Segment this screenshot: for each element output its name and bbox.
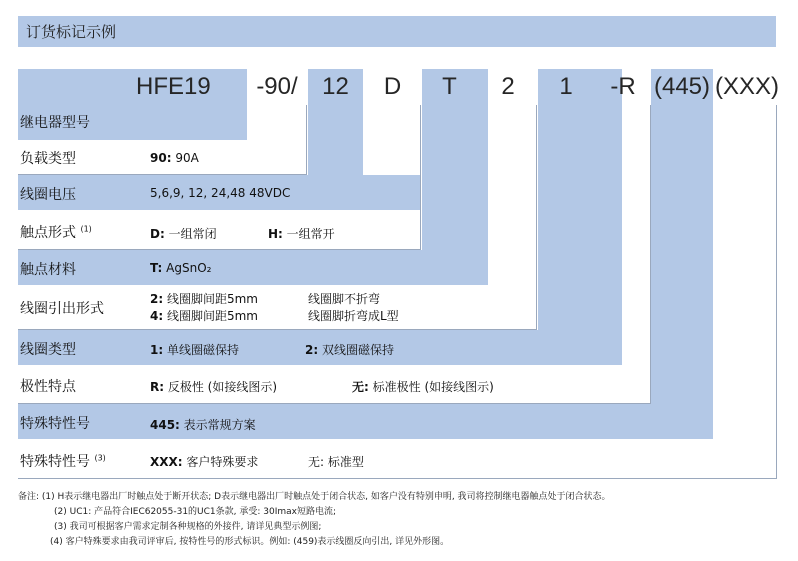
value-text: 反极性 (如接线图示) — [164, 380, 278, 394]
row-label-coil-lead: 线圈引出形式 — [20, 301, 104, 317]
coil-type-option-2 — [305, 341, 394, 358]
row-label-coil-type: 线圈类型 — [20, 342, 76, 358]
value-key: D: — [150, 227, 165, 241]
customer-connector — [776, 105, 777, 479]
row-label-customer — [20, 451, 106, 471]
polarity-option-standard — [352, 378, 494, 395]
coil-lead-row-rule — [18, 329, 536, 330]
coil-lead-option-2 — [150, 290, 258, 307]
value-key: R: — [150, 380, 165, 394]
row-label-contact-form — [20, 222, 92, 242]
polarity-row-rule — [18, 403, 650, 404]
contact-form-row-rule — [18, 249, 420, 250]
value-key: 无: — [352, 380, 369, 394]
value-text: AgSnO₂ — [162, 261, 212, 275]
value-key: T: — [150, 261, 163, 275]
special-feature-row-bg — [18, 404, 713, 439]
code-segment-contact-material: T — [442, 73, 457, 100]
coil-type-option-1 — [150, 341, 239, 358]
row-label-contact-material: 触点材料 — [20, 262, 76, 278]
customer-option-xxx — [150, 453, 258, 470]
row-label-load: 负载类型 — [20, 151, 76, 167]
row-label-voltage: 线圈电压 — [20, 187, 76, 203]
value-text: 线圈脚间距5mm — [163, 292, 258, 306]
value-text: 一组常闭 — [164, 227, 217, 241]
load-row-connector — [306, 105, 307, 175]
code-segment-contact-form: D — [383, 73, 402, 100]
value-key: 4: — [150, 309, 164, 323]
code-segment-polarity: -R — [610, 73, 636, 100]
value-key: 445: — [150, 418, 180, 432]
coil-type-code-bg — [538, 69, 622, 365]
special-feature-code-bg — [651, 69, 713, 439]
row-label-text: 特殊特性号 — [20, 454, 90, 470]
value-text: 双线圈磁保持 — [318, 343, 394, 357]
value-text: 客户特殊要求 — [182, 455, 259, 469]
coil-lead-option-2-desc: 线圈脚不折弯 — [308, 292, 381, 306]
value-text: 一组常开 — [282, 227, 335, 241]
code-segment-load: -90/ — [256, 73, 298, 100]
section-header — [18, 16, 776, 47]
row-label-model: 继电器型号 — [20, 115, 90, 131]
contact-form-option-d — [150, 225, 217, 242]
contact-material-row-bg — [18, 250, 488, 285]
coil-lead-option-4-desc: 线圈脚折弯成L型 — [308, 309, 399, 323]
voltage-value: 5,6,9, 12, 24,48 48VDC — [150, 186, 291, 200]
code-segment-coil-type: 1 — [559, 73, 573, 100]
contact-form-option-h — [268, 225, 335, 242]
row-label-special: 特殊特性号 — [20, 416, 90, 432]
value-text: 单线圈磁保持 — [163, 343, 239, 357]
code-segment-customer: (XXX) — [715, 73, 780, 100]
value-text: 线圈脚间距5mm — [163, 309, 258, 323]
customer-row-rule — [18, 478, 776, 479]
note-3: (3) 我司可根据客户需求定制各种规格的外接件, 请详见典型示例图; — [54, 522, 322, 532]
row-label-polarity: 极性特点 — [20, 379, 76, 395]
value-text: 标准极性 (如接线图示) — [368, 380, 494, 394]
contact-form-connector — [420, 105, 421, 250]
code-segment-model: HFE19 — [136, 73, 211, 100]
footnote-marker: (1) — [80, 224, 92, 234]
load-value — [150, 151, 199, 165]
note-1: 备注: (1) H表示继电器出厂时触点处于断开状态; D表示继电器出厂时触点处于闭合状态, 如客户没有特别申明, 我司将控制继电器触点处于闭合状态。 — [18, 492, 611, 502]
value-key: 2: — [305, 343, 319, 357]
row-label-text: 触点形式 — [20, 225, 76, 241]
code-segment-coil-lead: 2 — [501, 73, 515, 100]
coil-lead-option-4 — [150, 307, 258, 324]
footnote-marker: (3) — [94, 453, 106, 463]
value-key: 1: — [150, 343, 164, 357]
value-key: XXX: — [150, 455, 183, 469]
note-4: (4) 客户特殊要求由我司评审后, 按特性号的形式标识。例如: (459)表示线圈反向引出, 详见外形图。 — [50, 537, 450, 547]
customer-option-standard: 无: 标准型 — [308, 455, 364, 469]
coil-lead-connector — [536, 105, 537, 330]
contact-material-value — [150, 261, 211, 275]
value-key: 90: — [150, 151, 172, 165]
special-feature-value — [150, 416, 256, 433]
load-row-rule — [18, 174, 306, 175]
code-segment-voltage: 12 — [322, 73, 349, 100]
value-text: 90A — [171, 151, 199, 165]
code-segment-special: (445) — [653, 73, 711, 100]
value-key: H: — [268, 227, 283, 241]
polarity-connector — [650, 105, 651, 404]
section-title: 订货标记示例 — [26, 23, 117, 41]
note-2: (2) UC1: 产品符合IEC62055-31的UC1条款, 承受: 30Imax短路电流; — [54, 507, 337, 517]
value-key: 2: — [150, 292, 164, 306]
polarity-option-r — [150, 378, 277, 395]
value-text: 表示常规方案 — [179, 418, 256, 432]
